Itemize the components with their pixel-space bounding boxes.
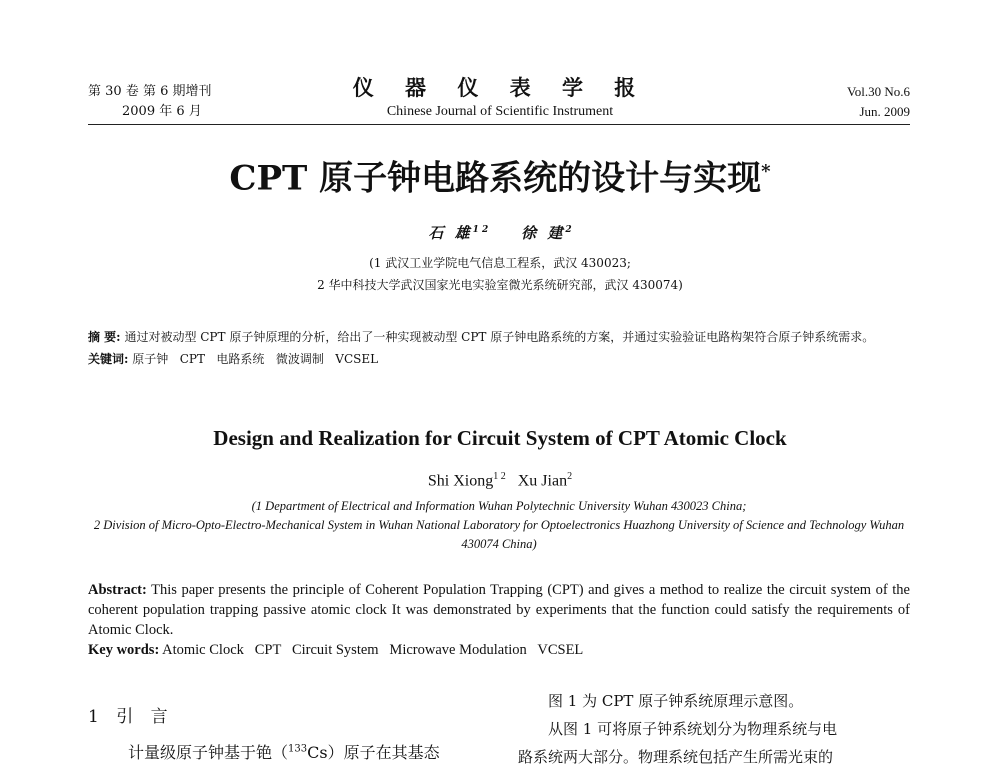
keywords-en-text: Atomic Clock CPT Circuit System Microwave Modulation VCSEL — [162, 642, 584, 658]
author-1-en: Shi Xiong — [427, 472, 494, 490]
affiliation-cn-1: (1 武汉工业学院电气信息工程系，武汉 430023; — [369, 256, 631, 270]
journal-volume-info-en — [847, 82, 910, 122]
abstract-cn-body — [88, 326, 910, 348]
abstract-cn — [88, 326, 910, 370]
affiliation-en-1: (1 Department of Electrical and Information Wuhan Polytechnic University Wuhan 430023 China; — [251, 499, 747, 513]
author-1-cn-affil: 1 2 — [472, 225, 489, 235]
body-text-right-2: 从图 1 可将原子钟系统划分为物理系统与电 — [548, 720, 838, 738]
affiliations-en — [88, 497, 910, 554]
journal-name-en: Chinese Journal of Scientific Instrument — [386, 104, 614, 119]
abstract-cn-text: 通过对被动型 CPT 原子钟原理的分析，给出了一种实现被动型 CPT 原子钟电路系统的方案，并通过实验验证电路构架符合原子钟系统需求。 — [124, 330, 875, 344]
affiliation-cn-2: 2 华中科技大学武汉国家光电实验室微光系统研究部，武汉 430074) — [317, 278, 683, 292]
paper-title-cn-text: CPT 原子钟电路系统的设计与实现 — [229, 158, 762, 199]
keywords-cn — [88, 348, 910, 370]
title-footnote-mark: * — [761, 161, 771, 182]
abstract-en — [88, 580, 910, 660]
body-left-post: Cs）原子在其基态 — [307, 743, 440, 762]
journal-name-cn: 仪 器 仪 表 学 报 — [352, 75, 648, 100]
paper-title-en: Design and Realization for Circuit System of CPT Atomic Clock — [213, 426, 787, 450]
keywords-en-label: Key words: — [88, 642, 160, 658]
author-1-en-affil: 1 2 — [493, 471, 506, 482]
keywords-en — [88, 640, 910, 660]
abstract-en-body — [88, 580, 910, 640]
paper-title-cn — [0, 150, 1000, 200]
author-2-en-affil: 2 — [567, 471, 573, 482]
author-2-cn: 徐 建 — [521, 224, 566, 242]
section-1-title: 引 言 — [116, 707, 174, 727]
body-left-pre: 计量级原子钟基于铯（ — [128, 743, 289, 762]
affiliations-cn — [0, 252, 1000, 296]
publication-date-en: Jun. 2009 — [859, 104, 910, 119]
keywords-cn-text: 原子钟 CPT 电路系统 微波调制 VCSEL — [132, 352, 379, 366]
author-2-en: Xu Jian — [517, 472, 568, 490]
authors-cn — [0, 222, 1000, 243]
section-1-number: 1 — [88, 707, 105, 727]
body-text-right-1: 图 1 为 CPT 原子钟系统原理示意图。 — [548, 692, 804, 710]
section-1-heading — [88, 702, 174, 727]
publication-date-cn: 2009 年 6 月 — [122, 104, 202, 119]
author-2-cn-affil: 2 — [565, 225, 572, 235]
affiliation-en-2: 2 Division of Micro-Opto-Electro-Mechanical System in Wuhan National Laboratory for Optoelectronics Huazhong University of Science and Technology Wuhan 430074 China) — [93, 518, 905, 551]
abstract-en-text: This paper presents the principle of Coherent Population Trapping (CPT) and gives a method to realize the circuit system of the coherent population trapping passive atomic clock It was demonstrated by experiments that the function could satisfy the requirements of Atomic Clock. — [88, 582, 910, 638]
volume-issue: 第 30 卷 第 6 期增刊 — [88, 84, 212, 99]
author-1-cn: 石 雄 — [428, 224, 473, 242]
authors-en — [0, 471, 1000, 490]
abstract-en-label: Abstract: — [88, 582, 147, 598]
body-left-isotope: 133 — [288, 743, 308, 755]
body-text-right-3: 路系统两大部分。物理系统包括产生所需光束的 — [518, 748, 834, 766]
keywords-cn-label: 关键词: — [88, 352, 129, 366]
volume-issue-en: Vol.30 No.6 — [847, 84, 910, 99]
header-divider — [88, 124, 910, 125]
abstract-cn-label: 摘 要: — [88, 330, 121, 344]
